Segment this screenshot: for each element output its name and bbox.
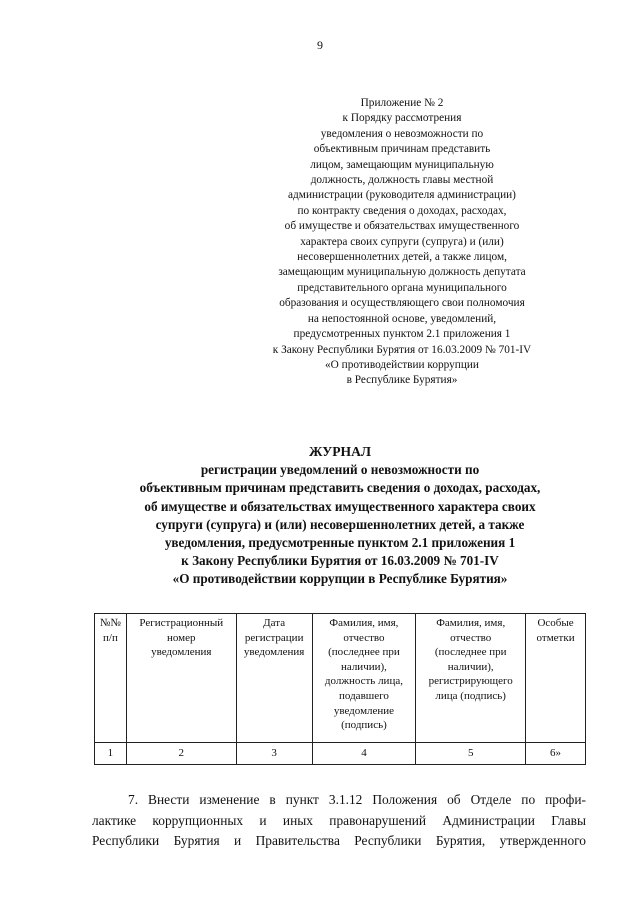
annex-line: должность, должность главы местной bbox=[310, 174, 494, 187]
page-number: 9 bbox=[317, 38, 323, 52]
annex-line: «О противодействии коррупции bbox=[325, 358, 479, 371]
header-registration-number: Регистрационный номер уведомления bbox=[126, 614, 236, 743]
annex-line: лицом, замещающим муниципальную bbox=[310, 158, 494, 171]
body-line: Республики Бурятия и Правительства Республики Бурятия, утвержденного bbox=[92, 833, 586, 848]
body-paragraph bbox=[92, 790, 586, 852]
journal-line: объективным причинам представить сведения о доходах, расходах, bbox=[139, 480, 541, 496]
annex-line: замещающим муниципальную должность депутата bbox=[278, 266, 526, 279]
table-cell: 2 bbox=[126, 743, 236, 765]
journal-line: к Закону Республики Бурятия от 16.03.2009 № 701-IV bbox=[181, 553, 499, 569]
annex-line: представительного органа муниципального bbox=[297, 281, 507, 294]
header-registrar: Фамилия, имя, отчество (последнее при наличии), регистрирующего лица (подпись) bbox=[416, 614, 526, 743]
body-line: 7. Внести изменение в пункт 3.1.12 Положения об Отделе по профи- bbox=[128, 792, 586, 807]
table-cell: 5 bbox=[416, 743, 526, 765]
annex-line: к Порядку рассмотрения bbox=[342, 112, 462, 125]
table-cell: 4 bbox=[312, 743, 416, 765]
journal-line: супруги (супруга) и (или) несовершеннолетних детей, а также bbox=[155, 516, 525, 532]
header-special-notes: Особые отметки bbox=[526, 614, 586, 743]
annex-line: по контракту сведения о доходах, расходах, bbox=[297, 204, 507, 217]
journal-title bbox=[80, 443, 600, 589]
annex-line: уведомления о невозможности по bbox=[320, 127, 484, 140]
journal-heading: ЖУРНАЛ bbox=[308, 444, 372, 459]
table-cell: 3 bbox=[236, 743, 312, 765]
table-cell: 6» bbox=[526, 743, 586, 765]
annex-line: образования и осуществляющего свои полномочия bbox=[279, 297, 525, 310]
body-line: лактике коррупционных и иных правонарушений Администрации Главы bbox=[92, 812, 586, 828]
table-cell: 1 bbox=[95, 743, 127, 765]
journal-line: уведомления, предусмотренные пунктом 2.1 приложения 1 bbox=[164, 535, 516, 551]
annex-line: предусмотренных пунктом 2.1 приложения 1 bbox=[293, 328, 511, 341]
table-row bbox=[95, 743, 586, 765]
annex-line: характера своих супруги (супруга) и (или) bbox=[300, 235, 504, 248]
annex-line: на непостоянной основе, уведомлений, bbox=[307, 312, 497, 325]
table-header-row bbox=[95, 614, 586, 743]
journal-line: об имуществе и обязательствах имущественного характера своих bbox=[144, 498, 536, 514]
annex-line: в Республике Бурятия» bbox=[346, 374, 458, 387]
register-table bbox=[94, 613, 586, 765]
header-submitter: Фамилия, имя, отчество (последнее при наличии), должность лица, подавшего уведомление (подпись) bbox=[312, 614, 416, 743]
annex-line: Приложение № 2 bbox=[360, 97, 444, 109]
annex-line: объективным причинам представить bbox=[313, 143, 491, 156]
annex-line: к Закону Республики Бурятия от 16.03.2009 № 701-IV bbox=[272, 343, 532, 356]
journal-line: регистрации уведомлений о невозможности по bbox=[200, 462, 480, 478]
annex-line: администрации (руководителя администрации) bbox=[288, 189, 516, 202]
header-number: №№ п/п bbox=[95, 614, 127, 743]
annex-header bbox=[248, 96, 556, 389]
annex-line: несовершеннолетних детей, а также лицом, bbox=[297, 251, 507, 264]
journal-line: «О противодействии коррупции в Республике Бурятия» bbox=[172, 571, 508, 587]
header-registration-date: Дата регистрации уведомления bbox=[236, 614, 312, 743]
annex-line: об имуществе и обязательствах имущественного bbox=[284, 220, 520, 233]
